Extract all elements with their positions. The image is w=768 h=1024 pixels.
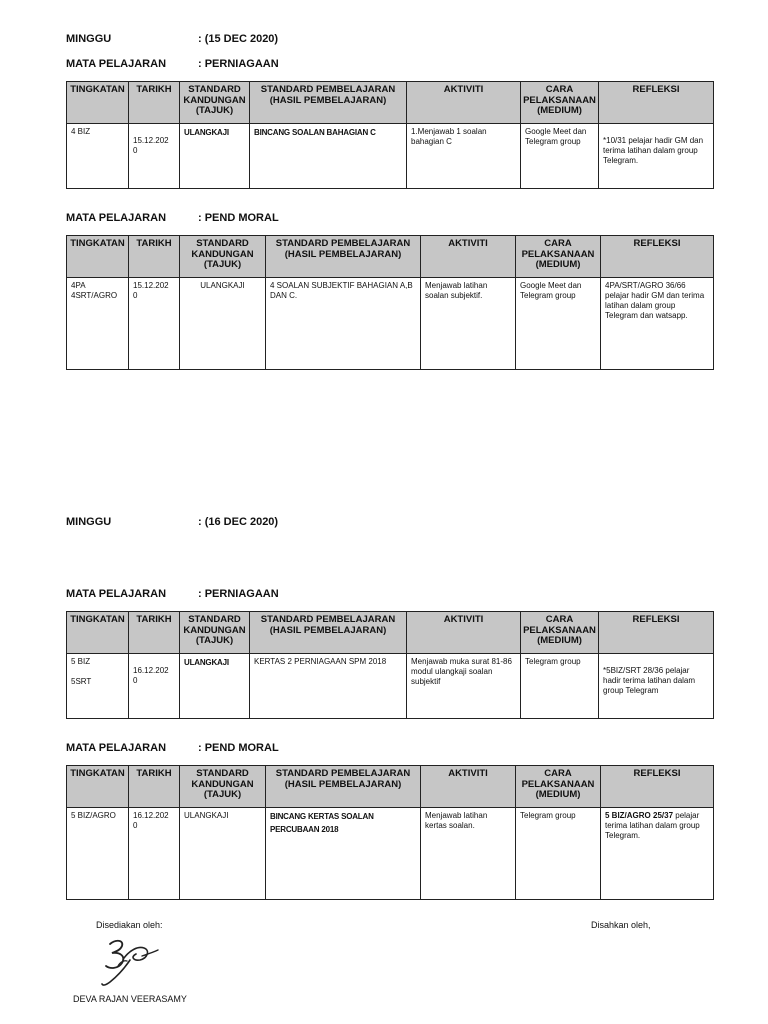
week-date: : (15 DEC 2020) xyxy=(198,33,279,45)
col-header: STANDARD PEMBELAJARAN (HASIL PEMBELAJARAN) xyxy=(250,612,407,654)
col-header: TARIKH xyxy=(129,612,180,654)
table-header-row xyxy=(67,236,714,278)
cell-aktiviti: Menjawab latihan kertas soalan. xyxy=(421,808,516,900)
cell-tingkatan xyxy=(67,278,129,370)
table-header-row xyxy=(67,612,714,654)
col-header: CARA PELAKSANAAN (MEDIUM) xyxy=(516,236,601,278)
cell-pembelajaran: KERTAS 2 PERNIAGAAN SPM 2018 xyxy=(250,654,407,719)
col-header: TINGKATAN xyxy=(67,236,129,278)
cell-tarikh: 16.12.202 0 xyxy=(129,808,180,900)
cell-tarikh: 15.12.202 0 xyxy=(129,278,180,370)
table-row xyxy=(67,808,714,900)
cell-kandungan: ULANGKAJI xyxy=(180,278,266,370)
cell-tingkatan xyxy=(67,654,129,719)
signature xyxy=(96,936,162,988)
col-header: STANDARD PEMBELAJARAN (HASIL PEMBELAJARAN) xyxy=(266,236,421,278)
cell-pembelajaran: 4 SOALAN SUBJEKTIF BAHAGIAN A,B DAN C. xyxy=(266,278,421,370)
cell-refleksi: 4PA/SRT/AGRO 36/66 pelajar hadir GM dan terima latihan dalam group Telegram dan watsapp. xyxy=(601,278,714,370)
subject-label: MATA PELAJARAN xyxy=(66,742,167,754)
cell-pembelajaran: BINCANG KERTAS SOALAN PERCUBAAN 2018 xyxy=(266,808,421,900)
cell-aktiviti: 1.Menjawab 1 soalan bahagian C xyxy=(407,124,521,189)
col-header: AKTIVITI xyxy=(421,766,516,808)
cell-tarikh: 16.12.202 0 xyxy=(129,654,180,719)
cell-tingkatan: 4 BIZ xyxy=(67,124,129,189)
tingkatan-line: 4PA xyxy=(71,281,86,290)
cell-aktiviti: Menjawab latihan soalan subjektif. xyxy=(421,278,516,370)
table-row xyxy=(67,278,714,370)
cell-medium: Telegram group xyxy=(516,808,601,900)
col-header: TARIKH xyxy=(129,236,180,278)
subject-name: : PERNIAGAAN xyxy=(198,588,279,600)
week-2-heading xyxy=(66,516,278,528)
preparer-name: DEVA RAJAN VEERASAMY xyxy=(73,994,187,1004)
week-label: MINGGU xyxy=(66,516,112,528)
cell-kandungan: ULANGKAJI xyxy=(180,808,266,900)
cell-tarikh: 15.12.202 0 xyxy=(129,124,180,189)
tingkatan-line: 5SRT xyxy=(71,677,92,686)
tingkatan-line: 4SRT/AGRO xyxy=(71,291,118,300)
week-2-perniagaan-table xyxy=(66,611,714,719)
tingkatan-line: 5 BIZ xyxy=(71,657,91,666)
col-header: STANDARD PEMBELAJARAN (HASIL PEMBELAJARAN) xyxy=(266,766,421,808)
subject-label: MATA PELAJARAN xyxy=(66,212,167,224)
subject-label: MATA PELAJARAN xyxy=(66,58,167,70)
table-header-row xyxy=(67,82,714,124)
col-header: CARA PELAKSANAAN (MEDIUM) xyxy=(521,82,599,124)
cell-medium: Google Meet dan Telegram group xyxy=(516,278,601,370)
table-header-row xyxy=(67,766,714,808)
cell-tingkatan: 5 BIZ/AGRO xyxy=(67,808,129,900)
col-header: STANDARD KANDUNGAN (TAJUK) xyxy=(180,82,250,124)
col-header: CARA PELAKSANAAN (MEDIUM) xyxy=(521,612,599,654)
refleksi-text: pelajar terima latihan dalam group Telegram. xyxy=(605,811,700,840)
refleksi-count: 5 BIZ/AGRO 25/37 xyxy=(605,811,674,820)
week-1-perniagaan-table xyxy=(66,81,714,189)
col-header: REFLEKSI xyxy=(599,612,714,654)
week-2-moral-table xyxy=(66,765,714,900)
col-header: STANDARD KANDUNGAN (TAJUK) xyxy=(180,766,266,808)
col-header: REFLEKSI xyxy=(599,82,714,124)
cell-medium: Telegram group xyxy=(521,654,599,719)
cell-kandungan: ULANGKAJI xyxy=(180,654,250,719)
table-row xyxy=(67,654,714,719)
col-header: CARA PELAKSANAAN (MEDIUM) xyxy=(516,766,601,808)
subject-name: : PEND MORAL xyxy=(198,212,279,224)
col-header: STANDARD PEMBELAJARAN (HASIL PEMBELAJARAN) xyxy=(250,82,407,124)
week-1-moral-table xyxy=(66,235,714,370)
col-header: TINGKATAN xyxy=(67,766,129,808)
col-header: TINGKATAN xyxy=(67,612,129,654)
cell-refleksi: *10/31 pelajar hadir GM dan terima latihan dalam group Telegram. xyxy=(599,124,714,189)
subject-heading xyxy=(66,742,279,754)
subject-name: : PEND MORAL xyxy=(198,742,279,754)
week-label: MINGGU xyxy=(66,33,112,45)
cell-medium: Google Meet dan Telegram group xyxy=(521,124,599,189)
table-row xyxy=(67,124,714,189)
col-header: TINGKATAN xyxy=(67,82,129,124)
cell-refleksi xyxy=(601,808,714,900)
cell-refleksi: *5BIZ/SRT 28/36 pelajar hadir terima latihan dalam group Telegram xyxy=(599,654,714,719)
col-header: REFLEKSI xyxy=(601,766,714,808)
subject-name: : PERNIAGAAN xyxy=(198,58,279,70)
prepared-by-label: Disediakan oleh: xyxy=(96,920,163,930)
col-header: REFLEKSI xyxy=(601,236,714,278)
week-1-heading xyxy=(66,33,278,45)
subject-label: MATA PELAJARAN xyxy=(66,588,167,600)
subject-heading xyxy=(66,212,279,224)
col-header: STANDARD KANDUNGAN (TAJUK) xyxy=(180,236,266,278)
subject-heading xyxy=(66,58,279,70)
approved-by-label: Disahkan oleh, xyxy=(591,920,651,930)
cell-kandungan: ULANGKAJI xyxy=(180,124,250,189)
cell-pembelajaran: BINCANG SOALAN BAHAGIAN C xyxy=(250,124,407,189)
col-header: AKTIVITI xyxy=(407,82,521,124)
col-header: TARIKH xyxy=(129,766,180,808)
col-header: AKTIVITI xyxy=(421,236,516,278)
col-header: TARIKH xyxy=(129,82,180,124)
col-header: AKTIVITI xyxy=(407,612,521,654)
subject-heading xyxy=(66,588,279,600)
col-header: STANDARD KANDUNGAN (TAJUK) xyxy=(180,612,250,654)
week-date: : (16 DEC 2020) xyxy=(198,516,279,528)
cell-aktiviti: Menjawab muka surat 81-86 modul ulangkaji soalan subjektif xyxy=(407,654,521,719)
